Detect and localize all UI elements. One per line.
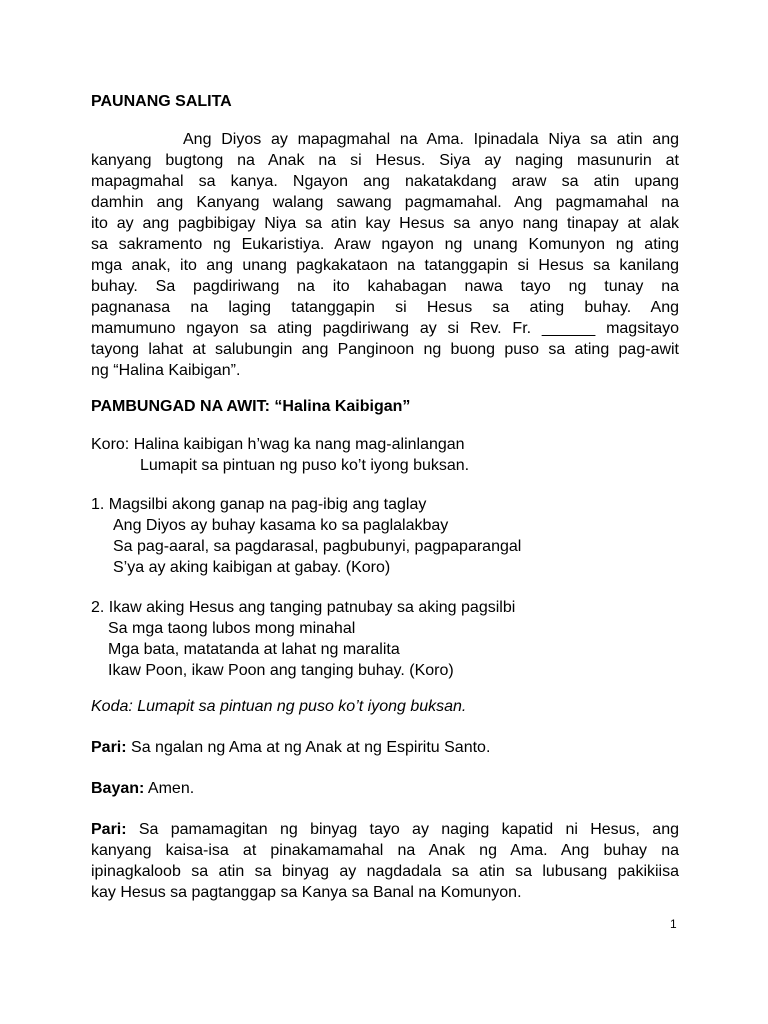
speaker-text: Sa ngalan ng Ama at ng Anak at ng Espiritu Santo. [126,739,491,756]
verse-line: Sa pag-aaral, sa pagdarasal, pagbubunyi, pagpaparangal [113,538,522,555]
song-heading [91,397,410,417]
intro-line: buhay. Sa pagdiriwang na ito kahabagan nawa tayo ng tunay na [91,278,679,295]
intro-line: pagnanasa na laging tatanggapin si Hesus sa ating buhay. Ang [91,299,679,316]
verse-line: S’ya ay aking kaibigan at gabay. (Koro) [113,559,391,576]
speaker-label: Pari: [91,739,127,756]
verse-line: Ikaw Poon, ikaw Poon ang tanging buhay. (Koro) [108,662,454,679]
verse-line: 2. Ikaw aking Hesus ang tanging patnubay sa aking pagsilbi [91,599,516,616]
intro-line: damhin ang Kanyang walang sawang pagmamahal. Ang pagmamahal na [91,194,679,211]
intro-line: kanyang bugtong na Anak na si Hesus. Siya ay naging masunurin at [91,152,679,169]
congregation-line [91,779,194,799]
song-title: “Halina Kaibigan” [274,398,411,415]
priest-line [91,820,679,840]
intro-line: tayong lahat at salubungin ang Panginoon ng buong puso sa ating pag-awit [91,341,679,358]
intro-line: ito ay ang pagbibigay Niya sa atin kay Hesus sa anyo nang tinapay at alak [91,215,679,232]
intro-line: mapagmahal sa kanya. Ngayon ang nakatakdang araw sa atin upang [91,173,679,190]
intro-line: Ang Diyos ay mapagmahal na Ama. Ipinadala Niya sa atin ang [183,131,679,148]
verse-line: Mga bata, matatanda at lahat ng maralita [108,641,400,658]
coda-line: Koda: Lumapit sa pintuan ng puso ko’t iyong buksan. [91,698,467,715]
section-title: PAUNANG SALITA [91,93,232,110]
speaker-text: Sa pamamagitan ng binyag tayo ay naging kapatid ni Hesus, ang [126,821,679,838]
verse-line: Sa mga taong lubos mong minahal [108,620,356,637]
verse-line: 1. Magsilbi akong ganap na pag-ibig ang taglay [91,496,427,513]
priest-line: kanyang kaisa-isa at pinakamamahal na Anak ng Ama. Ang buhay na [91,842,679,859]
page-number: 1 [670,917,677,931]
priest-line: kay Hesus sa pagtanggap sa Kanya sa Banal na Komunyon. [91,884,522,901]
intro-line: sa sakramento ng Eukaristiya. Araw ngayon ng unang Komunyon ng ating [91,236,679,253]
chorus-line: Lumapit sa pintuan ng puso ko’t iyong buksan. [140,457,470,474]
chorus-line: Koro: Halina kaibigan h’wag ka nang mag-alinlangan [91,436,465,453]
intro-line: ng “Halina Kaibigan”. [91,362,241,379]
speaker-label: Bayan: [91,780,145,797]
speaker-label: Pari: [91,821,127,838]
intro-line: mga anak, ito ang unang pagkakataon na tatanggapin si Hesus sa kanilang [91,257,679,274]
intro-line: mamumuno ngayon sa ating pagdiriwang ay si Rev. Fr. ______ magsitayo [91,320,679,337]
speaker-text: Amen. [144,780,195,797]
priest-line: ipinagkaloob sa atin sa binyag ay nagdadala sa atin sa lubusang pakikiisa [91,863,679,880]
song-heading-label: PAMBUNGAD NA AWIT: [91,398,275,415]
priest-line [91,738,490,758]
verse-line: Ang Diyos ay buhay kasama ko sa paglalakbay [113,517,449,534]
